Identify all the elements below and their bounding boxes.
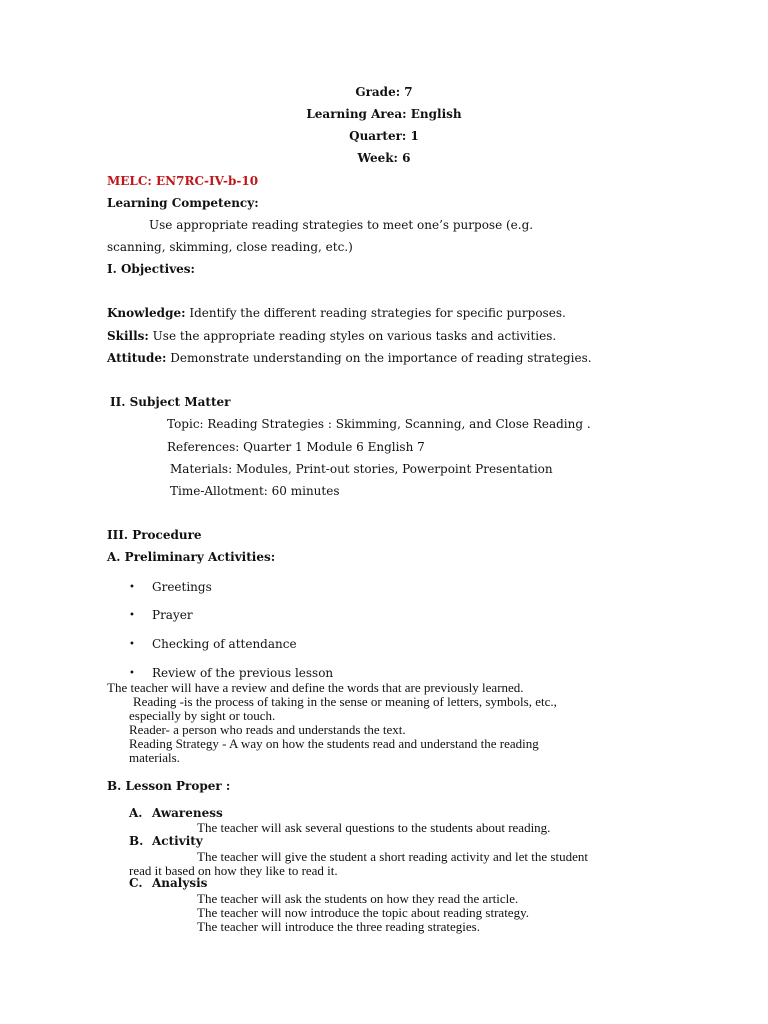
review-intro: The teacher will have a review and define the words that are previously learned. (107, 680, 524, 695)
materials-line: Materials: Modules, Print-out stories, Powerpoint Presentation (170, 462, 553, 476)
bullet-greetings: Greetings (152, 580, 212, 594)
knowledge-text: Identify the different reading strategies for specific purposes. (189, 306, 566, 320)
bullet-review: Review of the previous lesson (152, 666, 334, 680)
subject-matter-heading: II. Subject Matter (110, 395, 231, 409)
skills-label: Skills: (107, 329, 149, 343)
awareness-text: The teacher will ask several questions to the students about reading. (197, 820, 551, 835)
melc-code: MELC: EN7RC-IV-b-10 (107, 174, 259, 188)
activity-letter: B. (129, 834, 144, 848)
strategy-definition-1: Reading Strategy - A way on how the students read and understand the reading (129, 736, 539, 751)
awareness-letter: A. (129, 806, 143, 820)
activity-text-1: The teacher will give the student a short reading activity and let the student (197, 849, 588, 864)
reader-definition: Reader- a person who reads and understands the text. (129, 722, 406, 737)
learning-area-heading: Learning Area: English (306, 107, 462, 121)
reading-definition-1: Reading -is the process of taking in the sense or meaning of letters, symbols, etc., (133, 694, 557, 709)
knowledge-objective (107, 307, 566, 321)
procedure-heading: III. Procedure (107, 528, 202, 542)
knowledge-label: Knowledge: (107, 306, 186, 320)
bullet-icon: • (129, 582, 135, 593)
analysis-text-1: The teacher will ask the students on how they read the article. (197, 891, 519, 906)
activity-heading: Activity (152, 834, 203, 848)
analysis-heading: Analysis (152, 876, 208, 890)
attitude-label: Attitude: (107, 351, 167, 365)
week-heading: Week: 6 (357, 151, 411, 165)
bullet-icon: • (129, 668, 135, 679)
attitude-text: Demonstrate understanding on the importance of reading strategies. (170, 351, 592, 365)
activity-text-2: read it based on how they like to read it. (129, 863, 338, 878)
awareness-heading: Awareness (152, 806, 223, 820)
reading-definition-2: especially by sight or touch. (129, 708, 276, 723)
time-allotment-line: Time-Allotment: 60 minutes (170, 484, 340, 498)
skills-objective (107, 330, 556, 344)
bullet-attendance: Checking of attendance (152, 637, 297, 651)
bullet-prayer: Prayer (152, 608, 193, 622)
learning-competency-label: Learning Competency: (107, 196, 259, 210)
topic-line: Topic: Reading Strategies : Skimming, Scanning, and Close Reading . (167, 417, 591, 431)
competency-line-2: scanning, skimming, close reading, etc.) (107, 240, 353, 254)
objectives-heading: I. Objectives: (107, 262, 195, 276)
competency-line-1: Use appropriate reading strategies to meet one’s purpose (e.g. (149, 218, 534, 232)
grade-heading: Grade: 7 (355, 85, 413, 99)
references-line: References: Quarter 1 Module 6 English 7 (167, 440, 425, 454)
skills-text: Use the appropriate reading styles on various tasks and activities. (152, 329, 557, 343)
analysis-text-2: The teacher will now introduce the topic about reading strategy. (197, 905, 529, 920)
preliminary-activities-heading: A. Preliminary Activities: (107, 550, 276, 564)
bullet-icon: • (129, 610, 135, 621)
analysis-text-3: The teacher will introduce the three reading strategies. (197, 919, 480, 934)
strategy-definition-2: materials. (129, 750, 180, 765)
lesson-proper-heading: B. Lesson Proper : (107, 779, 231, 793)
quarter-heading: Quarter: 1 (349, 129, 419, 143)
bullet-icon: • (129, 639, 135, 650)
attitude-objective (107, 352, 592, 366)
analysis-letter: C. (129, 876, 143, 890)
